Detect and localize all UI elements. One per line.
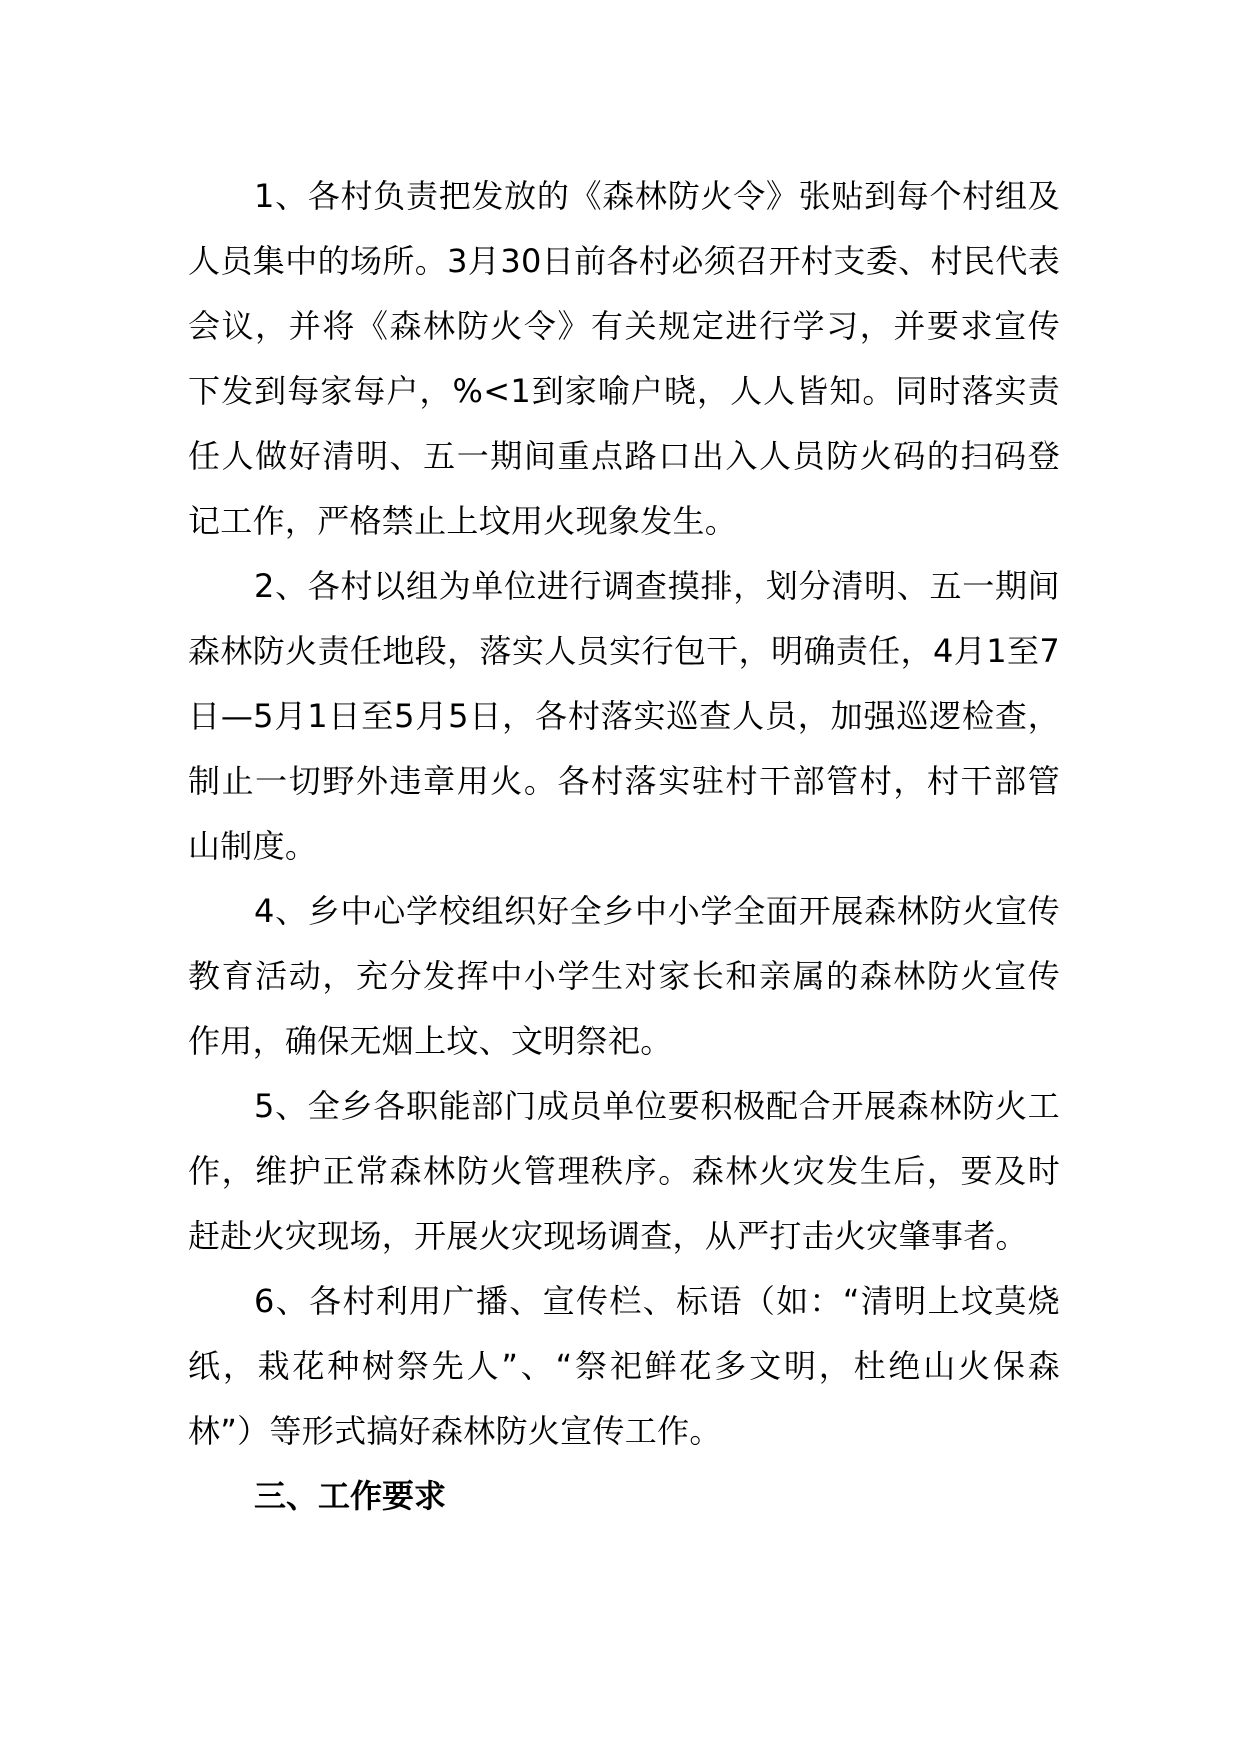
paragraph-item-5: 5、全乡各职能部门成员单位要积极配合开展森林防火工作，维护正常森林防火管理秩序。森林火灾发生后，要及时赶赴火灾现场，开展火灾现场调查，从严打击火灾肇事者。 [188,1087,1060,1255]
paragraph-item-1: 1、各村负责把发放的《森林防火令》张贴到每个村组及人员集中的场所。3月30日前各村必须召开村支委、村民代表会议，并将《森林防火令》有关规定进行学习，并要求宣传下发到每家每户，%<1到家喻户晓，人人皆知。同时落实责任人做好清明、五一期间重点路口出入人员防火码的扫码登记工作，严格禁止上坟用火现象发生。 [188,177,1060,540]
section-heading: 三、工作要求 [254,1477,447,1515]
paragraph-item-4: 4、乡中心学校组织好全乡中小学全面开展森林防火宣传教育活动，充分发挥中小学生对家长和亲属的森林防火宣传作用，确保无烟上坟、文明祭祀。 [188,892,1060,1060]
paragraph-item-6: 6、各村利用广播、宣传栏、标语（如：“清明上坟莫烧纸，栽花种树祭先人”、“祭祀鲜花多文明，杜绝山火保森林”）等形式搞好森林防火宣传工作。 [188,1282,1060,1450]
paragraph-item-2: 2、各村以组为单位进行调查摸排，划分清明、五一期间森林防火责任地段，落实人员实行包干，明确责任，4月1至7日—5月1日至5月5日，各村落实巡查人员，加强巡逻检查，制止一切野外违章用火。各村落实驻村干部管村，村干部管山制度。 [188,567,1060,865]
document-page [188,164,1060,1529]
